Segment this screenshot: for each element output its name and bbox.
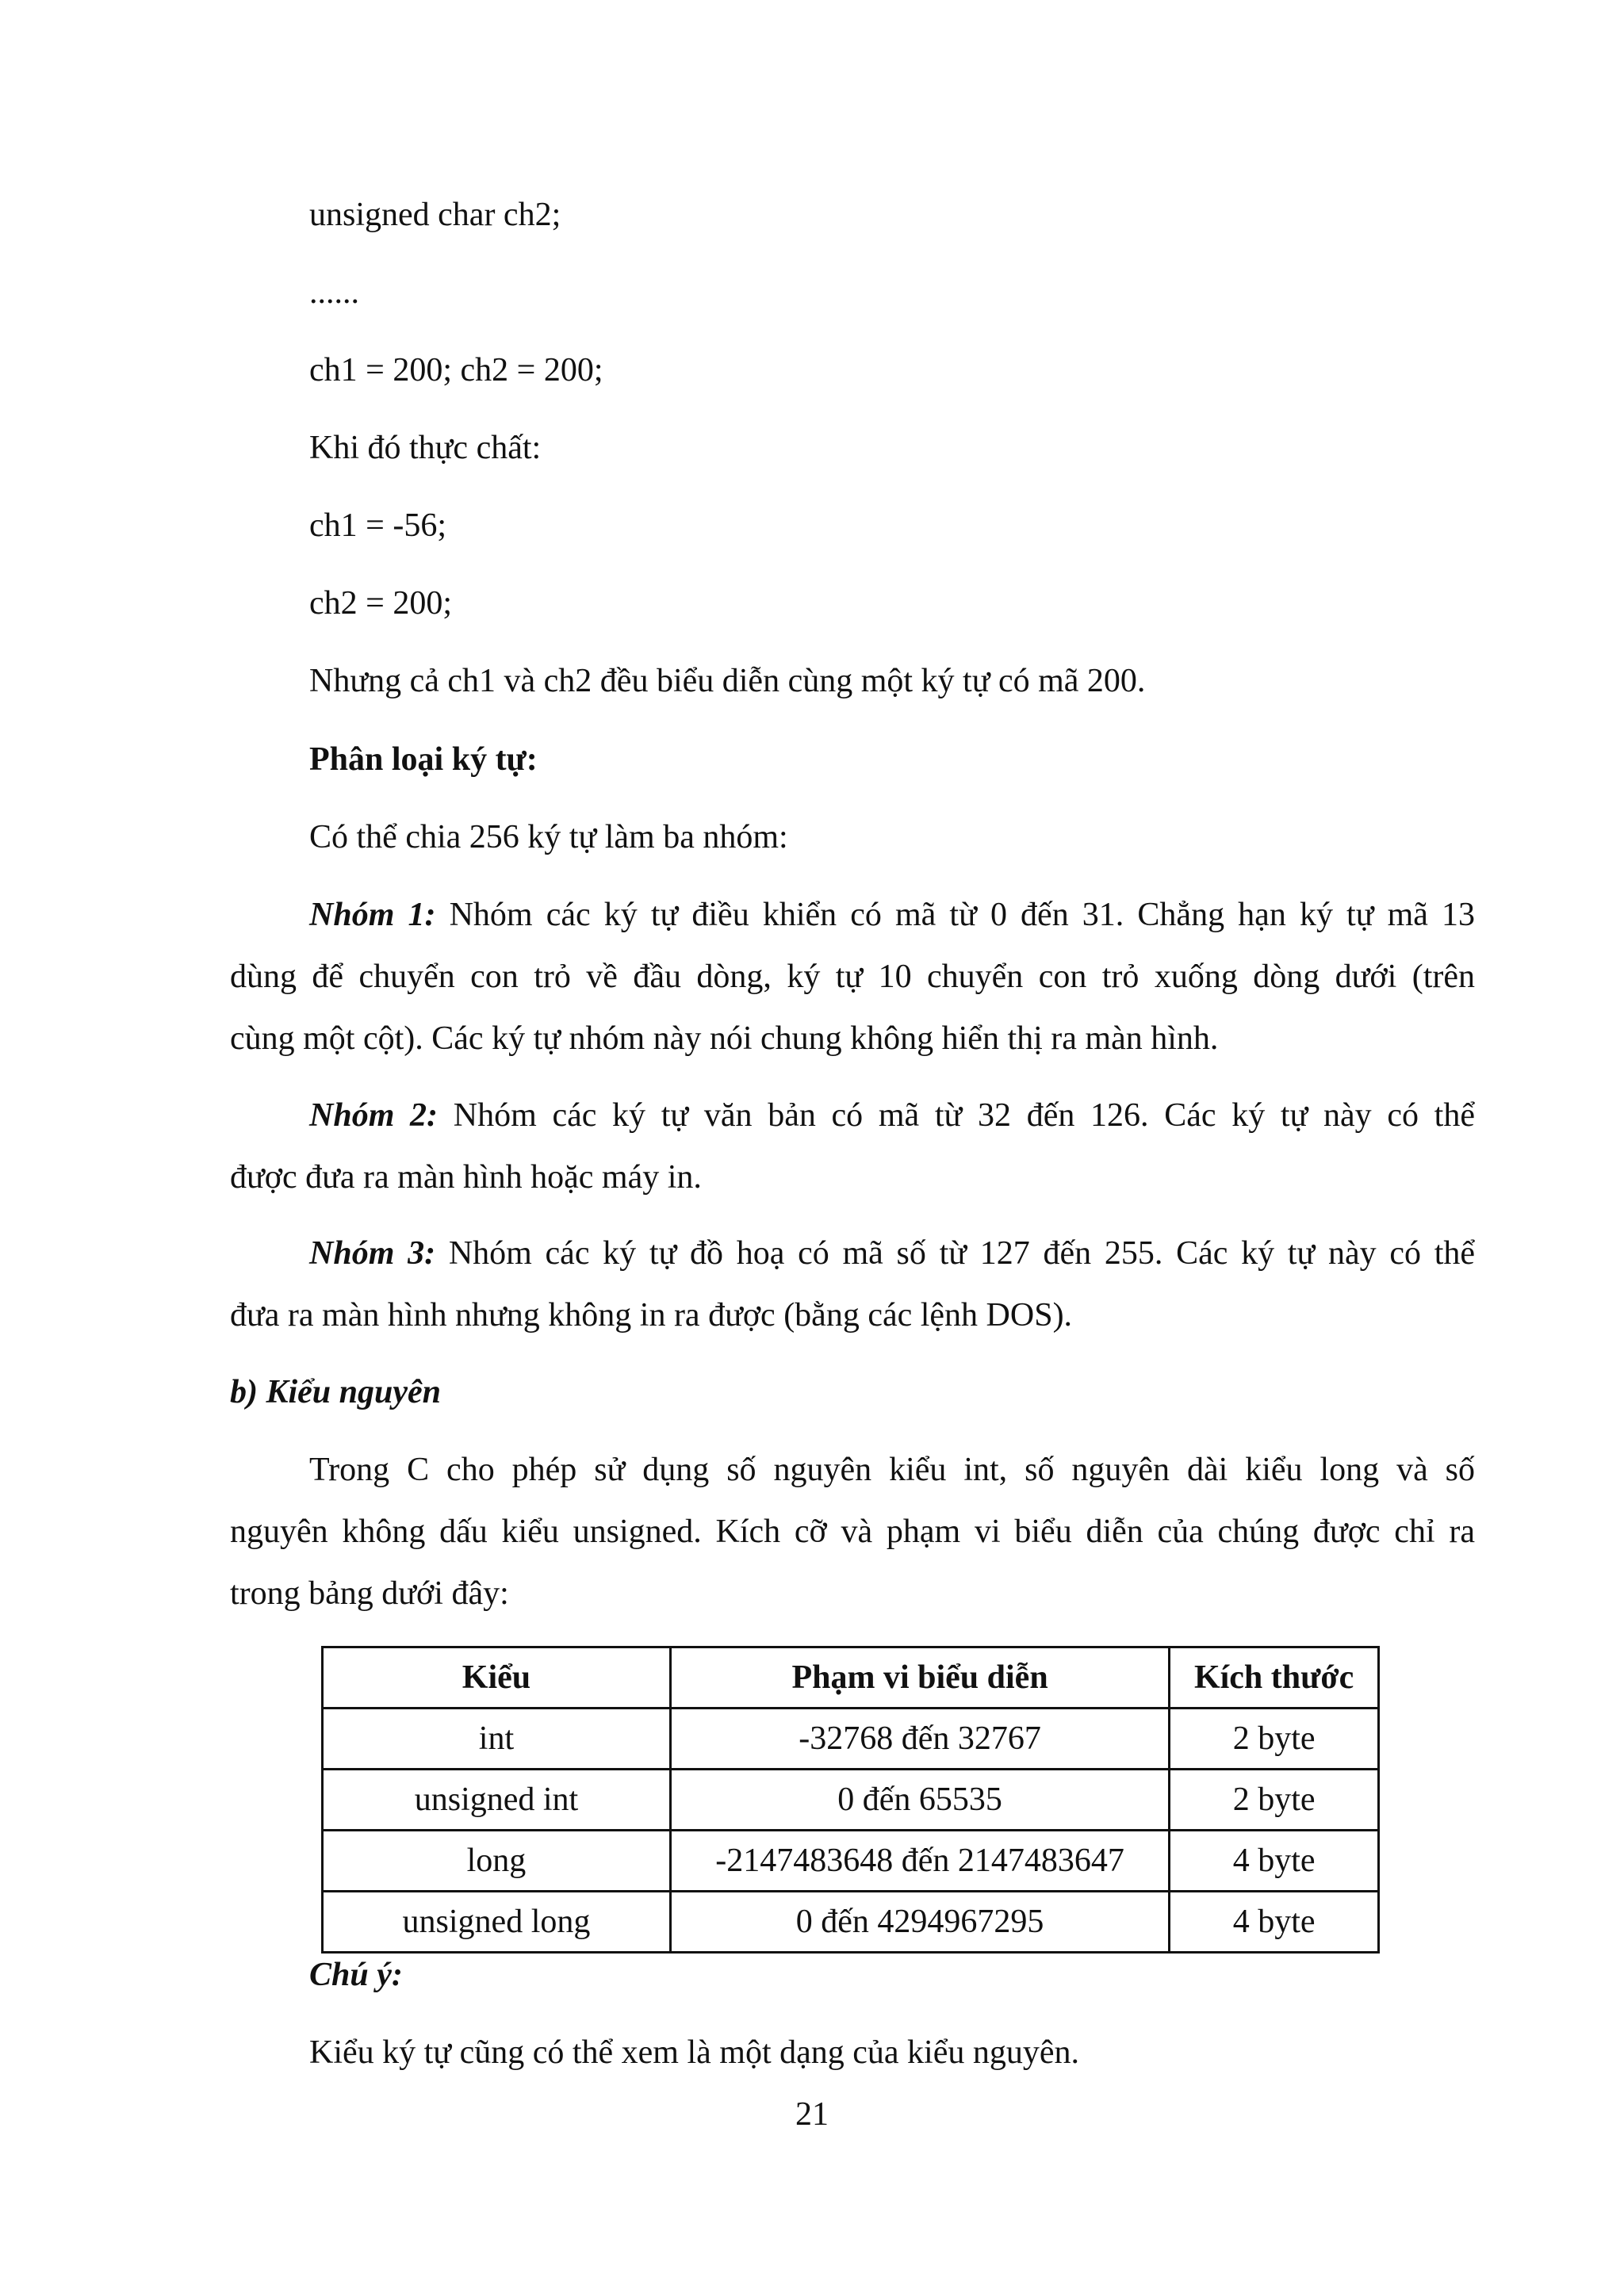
section-heading: Phân loại ký tự: (309, 741, 538, 778)
table-cell: long (323, 1831, 671, 1892)
code-line: unsigned char ch2; (309, 197, 561, 233)
table-header-row (323, 1647, 1379, 1709)
group3-line1 (309, 1237, 1475, 1270)
table-row (323, 1709, 1379, 1770)
table-row (323, 1831, 1379, 1892)
table-header-cell: Phạm vi biểu diễn (670, 1647, 1169, 1709)
text-line: đưa ra màn hình nhưng không in ra được (bằng các lệnh DOS). (230, 1297, 1073, 1334)
group1-line1 (309, 898, 1475, 932)
table-cell: 4 byte (1170, 1831, 1379, 1892)
section-heading: b) Kiểu nguyên (230, 1374, 442, 1410)
table-row (323, 1892, 1379, 1953)
table-cell: 0 đến 4294967295 (670, 1892, 1169, 1953)
table-header-cell: Kiểu (323, 1647, 671, 1709)
group-label: Nhóm 3: (309, 1235, 436, 1272)
table-cell: -32768 đến 32767 (670, 1709, 1169, 1770)
code-line: ch2 = 200; (309, 585, 452, 622)
table-cell: 2 byte (1170, 1709, 1379, 1770)
text-line: trong bảng dưới đây: (230, 1575, 509, 1612)
group-text: Nhóm các ký tự điều khiển có mã từ 0 đến 31. Chẳng hạn ký tự mã 13 (449, 897, 1476, 933)
text-line: cùng một cột). Các ký tự nhóm này nói chung không hiển thị ra màn hình. (230, 1020, 1219, 1057)
code-ellipsis: ...... (309, 274, 359, 311)
table-cell: 4 byte (1170, 1892, 1379, 1953)
table-row (323, 1770, 1379, 1831)
text-line: Có thể chia 256 ký tự làm ba nhóm: (309, 819, 788, 855)
text-line: Trong C cho phép sử dụng số nguyên kiểu int, số nguyên dài kiểu long và số (309, 1452, 1475, 1488)
table-header-cell: Kích thước (1170, 1647, 1379, 1709)
table-cell: unsigned long (323, 1892, 671, 1953)
code-line: ch1 = -56; (309, 507, 446, 544)
text-line: Nhưng cả ch1 và ch2 đều biểu diễn cùng một ký tự có mã 200. (309, 663, 1146, 699)
text-line: được đưa ra màn hình hoặc máy in. (230, 1159, 702, 1196)
table-cell: 0 đến 65535 (670, 1770, 1169, 1831)
text-line: dùng để chuyển con trỏ về đầu dòng, ký tự 10 chuyển con trỏ xuống dòng dưới (trên (230, 959, 1475, 995)
group-text: Nhóm các ký tự đồ hoạ có mã số từ 127 đến 255. Các ký tự này có thể (448, 1235, 1475, 1272)
group-label: Nhóm 1: (309, 897, 436, 933)
group-label: Nhóm 2: (309, 1097, 439, 1134)
code-line: ch1 = 200; ch2 = 200; (309, 352, 603, 388)
table-cell: unsigned int (323, 1770, 671, 1831)
table-cell: -2147483648 đến 2147483647 (670, 1831, 1169, 1892)
page-number: 21 (795, 2096, 829, 2133)
integer-types-table (321, 1646, 1380, 1954)
text-line: Khi đó thực chất: (309, 430, 542, 466)
text-line: nguyên không dấu kiểu unsigned. Kích cỡ và phạm vi biểu diễn của chúng được chỉ ra (230, 1513, 1475, 1550)
group-text: Nhóm các ký tự văn bản có mã từ 32 đến 126. Các ký tự này có thể (453, 1097, 1475, 1134)
table-cell: int (323, 1709, 671, 1770)
note-text: Kiểu ký tự cũng có thể xem là một dạng của kiểu nguyên. (309, 2034, 1080, 2071)
note-label: Chú ý: (309, 1957, 403, 1993)
group2-line1 (309, 1099, 1475, 1132)
table-cell: 2 byte (1170, 1770, 1379, 1831)
